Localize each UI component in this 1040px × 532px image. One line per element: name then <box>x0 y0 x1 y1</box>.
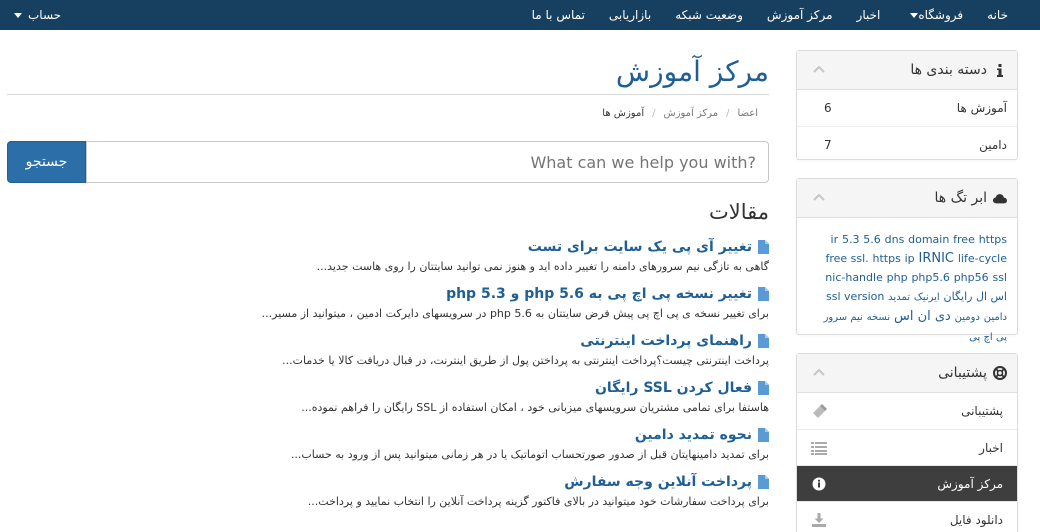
category-item[interactable] <box>797 126 1017 162</box>
tag-link[interactable]: nic-handle <box>825 271 883 284</box>
support-item-knowledgebase[interactable] <box>797 465 1017 501</box>
support-panel-header[interactable] <box>797 354 1017 393</box>
support-item-label: اخبار <box>979 440 1003 455</box>
sidebar <box>796 50 1018 532</box>
article-item <box>7 377 769 424</box>
support-item-label: پشتیبانی <box>961 404 1003 418</box>
breadcrumb-link-members[interactable]: اعضا <box>737 107 758 119</box>
categories-list <box>797 90 1017 162</box>
article-title-link[interactable]: پرداخت آنلاین وجه سفارش <box>564 474 752 490</box>
nav-contact-label: تماس با ما <box>531 8 585 22</box>
articles-list <box>7 236 769 518</box>
breadcrumb-link-knowledgebase[interactable]: مرکز آموزش <box>663 107 719 119</box>
support-item-downloads[interactable] <box>797 501 1017 532</box>
categories-title: دسته بندی ها <box>910 62 987 78</box>
chevron-up-icon[interactable] <box>813 65 825 73</box>
nav-affiliates[interactable] <box>597 8 663 22</box>
nav-home[interactable] <box>975 8 1020 22</box>
tag-link[interactable]: ir <box>830 233 839 246</box>
chevron-up-icon[interactable] <box>813 193 825 201</box>
nav-news-label: اخبار <box>856 8 881 22</box>
article-item <box>7 330 769 377</box>
tag-cloud <box>797 218 1017 357</box>
document-icon <box>758 475 769 489</box>
document-icon <box>758 428 769 442</box>
tag-link[interactable]: ایرنیک <box>913 292 940 303</box>
tag-link[interactable]: دومین <box>954 312 980 323</box>
tag-link[interactable]: https <box>978 233 1007 246</box>
account-menu[interactable] <box>14 0 61 30</box>
nav-store[interactable] <box>892 8 975 22</box>
nav-home-label: خانه <box>987 8 1008 22</box>
list-icon <box>811 441 827 455</box>
cloud-icon <box>993 191 1007 205</box>
tag-link[interactable]: 5.6 <box>863 233 881 246</box>
nav-store-label: فروشگاه <box>918 8 964 22</box>
article-excerpt: هاستفا برای تمامی مشتریان سرویسهای میزبانی خود ، امکان استفاده از SSL رایگان را فراهم نموده... <box>301 401 769 414</box>
tag-link[interactable]: اس ال رایگان <box>943 290 1007 303</box>
tag-cloud-title: ابر تگ ها <box>934 190 987 206</box>
category-count: 6 <box>824 101 832 115</box>
caret-down-icon <box>910 13 918 18</box>
categories-panel <box>796 50 1018 160</box>
tag-link[interactable]: تمدید <box>888 292 911 303</box>
support-panel <box>796 353 1018 532</box>
breadcrumb-separator: / <box>652 107 656 119</box>
account-label: حساب <box>28 8 62 22</box>
article-header <box>7 424 769 446</box>
category-label: دامین <box>979 137 1007 152</box>
nav-knowledgebase-label: مرکز آموزش <box>766 8 833 22</box>
download-icon <box>811 513 827 527</box>
breadcrumb <box>7 104 769 122</box>
chevron-up-icon[interactable] <box>813 368 825 376</box>
document-icon <box>758 334 769 348</box>
tag-link[interactable]: ssl <box>992 271 1007 284</box>
article-header <box>7 377 769 399</box>
category-count: 7 <box>824 137 832 152</box>
page-title: مرکز آموزش <box>615 55 769 88</box>
ticket-icon <box>811 404 827 418</box>
article-header <box>7 471 769 493</box>
top-navbar <box>0 0 1040 30</box>
tag-link[interactable]: ssl version <box>826 290 885 303</box>
tag-link[interactable]: free <box>953 233 975 246</box>
tag-link[interactable]: ip <box>904 252 915 265</box>
info-circle-icon <box>811 477 827 491</box>
category-item[interactable] <box>797 90 1017 126</box>
tag-link[interactable]: domain <box>908 233 950 246</box>
tag-link[interactable]: دی ان اس <box>893 309 951 324</box>
search-button[interactable]: جستجو <box>7 141 86 183</box>
article-excerpt: گاهی به تازگی نیم سرورهای دامنه را تغییر داده اید و هنوز نمی توانید سایتتان را روی هاست جدید... <box>316 260 769 273</box>
search-form <box>7 141 769 183</box>
nav-contact[interactable] <box>520 8 597 22</box>
support-title: پشتیبانی <box>938 365 987 381</box>
title-divider <box>7 94 769 95</box>
nav-affiliates-label: بازاریابی <box>608 8 652 22</box>
article-excerpt: پرداخت اینترنتی چیست؟پرداخت اینترنتی به پرداختن پول از طریق اینترنت، در قبال دریافت کالا یا خدمات... <box>282 354 769 367</box>
article-excerpt: برای تغییر نسخه ی پی اچ پی پیش فرض سایتتان به php 5.6 در سرویسهای دایرکت ادمین ، میتوانید از مسیر... <box>261 307 769 320</box>
support-item-tickets[interactable] <box>797 393 1017 429</box>
tag-link[interactable]: life-cycle <box>957 252 1007 265</box>
article-header <box>7 236 769 258</box>
tag-link[interactable]: free ssl. <box>825 252 869 265</box>
categories-panel-header[interactable] <box>797 51 1017 90</box>
document-icon <box>758 381 769 395</box>
nav-network-status[interactable] <box>663 8 755 22</box>
tag-cloud-panel-header[interactable] <box>797 179 1017 218</box>
document-icon <box>758 287 769 301</box>
breadcrumb-separator: / <box>726 107 730 119</box>
tag-cloud-panel <box>796 178 1018 343</box>
nav-knowledgebase[interactable] <box>755 8 845 22</box>
breadcrumb-current: آموزش ها <box>602 107 645 119</box>
category-label: آموزش ها <box>956 101 1007 115</box>
support-item-label: مرکز آموزش <box>937 476 1003 491</box>
nav-network-status-label: وضعیت شبکه <box>675 8 743 22</box>
articles-heading: مقالات <box>708 200 769 224</box>
support-item-label: دانلود فایل <box>949 512 1003 527</box>
article-title-link[interactable]: فعال کردن SSL رایگان <box>594 380 752 396</box>
article-title-link[interactable]: تغییر نسخه پی اچ پی به php 5.6 و php 5.3 <box>446 286 752 302</box>
article-item <box>7 471 769 518</box>
main-content <box>7 50 769 508</box>
tag-link[interactable]: php <box>886 271 908 284</box>
tag-link[interactable]: پی اچ پی <box>969 332 1007 343</box>
tag-link[interactable]: 5.3 <box>841 233 860 246</box>
article-title-link[interactable]: تغییر آی پی یک سایت برای تست <box>527 239 752 255</box>
article-excerpt: برای پرداخت سفارشات خود میتوانید در بالای فاکتور گزینه پرداخت آنلاین را انتخاب نمایید و پرداخت... <box>307 495 769 508</box>
tag-link[interactable]: نسخه <box>866 312 891 323</box>
article-item <box>7 424 769 471</box>
tag-link[interactable]: https <box>872 252 901 265</box>
main-menu <box>520 0 1020 30</box>
info-icon <box>993 63 1007 77</box>
article-header <box>7 330 769 352</box>
article-item <box>7 236 769 283</box>
article-item <box>7 283 769 330</box>
search-input[interactable] <box>86 141 769 183</box>
article-excerpt: برای تمدید دامینهایتان قبل از صدور صورتحساب اتوماتیک یا در هر زمانی میتوانید پس از ورود به حساب... <box>290 448 769 461</box>
tag-link[interactable]: نیم سرور <box>823 312 863 323</box>
nav-news[interactable] <box>845 8 893 22</box>
caret-down-icon <box>14 13 22 18</box>
document-icon <box>758 240 769 254</box>
tag-link[interactable]: php56 <box>953 271 989 284</box>
article-title-link[interactable]: نحوه تمدید دامین <box>634 427 752 443</box>
life-ring-icon <box>993 366 1007 380</box>
article-header <box>7 283 769 305</box>
tag-link[interactable]: php5.6 <box>911 271 950 284</box>
tag-link[interactable]: dns <box>884 233 905 246</box>
tag-link[interactable]: IRNIC <box>918 251 955 266</box>
article-title-link[interactable]: راهنمای پرداخت اینترنتی <box>580 333 752 349</box>
support-item-news[interactable] <box>797 429 1017 465</box>
tag-link[interactable]: دامین <box>983 312 1007 323</box>
